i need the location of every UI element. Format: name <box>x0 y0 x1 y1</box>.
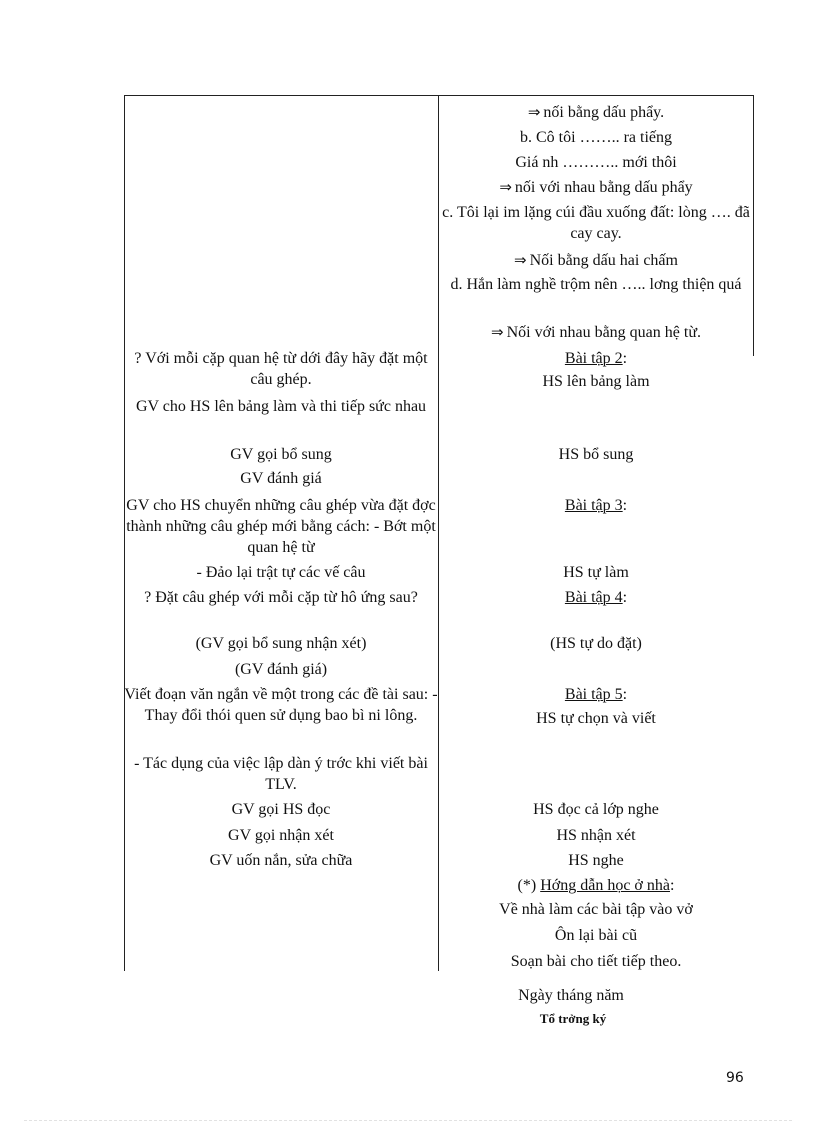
student-activity-line <box>439 152 753 173</box>
line-suffix: : <box>622 350 628 367</box>
teacher-activity-line <box>124 684 438 726</box>
implies-arrow-icon: ⇒ <box>527 103 541 121</box>
teacher-activity-line <box>124 348 438 390</box>
line-text: HS tự chọn và viết <box>536 710 656 727</box>
line-text: c. Tôi lại im lặng cúi đầu xuống đất: lòng …. đã cay cay. <box>442 204 750 242</box>
student-activity-line <box>439 127 753 148</box>
page-bottom-rule <box>24 1120 792 1121</box>
teacher-activity-line <box>124 825 438 846</box>
student-activity-line <box>439 799 753 820</box>
exercise-heading: Bài tập 5 <box>564 686 623 703</box>
teacher-activity-line <box>124 396 438 417</box>
line-text: HS nghe <box>568 852 624 869</box>
line-text: nối bằng dấu phẩy. <box>543 104 665 121</box>
teacher-activity-line <box>124 468 438 489</box>
teacher-activity-line <box>124 850 438 871</box>
line-text: HS tự làm <box>563 564 629 581</box>
student-activity-line <box>439 899 753 920</box>
student-activity-line <box>439 633 753 654</box>
teacher-activity-line <box>124 633 438 654</box>
student-activity-line <box>439 562 753 583</box>
line-text: GV uốn nắn, sửa chữa <box>209 852 353 869</box>
exercise-heading: Hớng dẫn học ở nhà <box>540 877 670 894</box>
line-text: Soạn bài cho tiết tiếp theo. <box>510 953 682 970</box>
teacher-activity-line <box>124 495 438 558</box>
line-text: - Tác dụng của việc lập dàn ý trớc khi viết bài TLV. <box>134 755 428 793</box>
line-prefix: (*) <box>517 877 541 894</box>
student-activity-line <box>439 371 753 392</box>
line-text: Nối bằng dấu hai chấm <box>529 252 678 269</box>
implies-arrow-icon: ⇒ <box>514 251 527 269</box>
line-text: nối với nhau bằng dấu phẩy <box>514 179 693 196</box>
teacher-activity-line <box>124 659 438 680</box>
date-line: Ngày tháng năm <box>518 987 624 1004</box>
student-activity-line <box>439 708 753 729</box>
line-text: HS lên bảng làm <box>542 373 650 390</box>
teacher-activity-line <box>124 562 438 583</box>
line-suffix: : <box>622 589 628 606</box>
line-text: (GV gọi bổ sung nhận xét) <box>195 635 367 652</box>
student-activity-line <box>439 684 753 705</box>
line-suffix: : <box>622 497 628 514</box>
student-activity-line <box>439 177 753 198</box>
line-text: GV gọi bổ sung <box>230 446 332 463</box>
line-text: GV cho HS chuyển những câu ghép vừa đặt đợc thành những câu ghép mới bằng cách: - Bớt một quan hệ từ <box>126 497 436 556</box>
table-right-border <box>753 96 754 356</box>
lesson-table <box>124 95 754 971</box>
line-text: (HS tự do đặt) <box>550 635 642 652</box>
line-suffix: : <box>669 877 675 894</box>
student-activity-line <box>439 951 753 972</box>
implies-arrow-icon: ⇒ <box>490 323 504 341</box>
student-activity-line <box>439 925 753 946</box>
teacher-activity-line <box>124 799 438 820</box>
line-text: GV gọi HS đọc <box>231 801 331 818</box>
student-activity-line <box>439 322 753 343</box>
student-activity-line <box>439 348 753 369</box>
page-number: 96 <box>726 1070 744 1086</box>
line-text: GV gọi nhận xét <box>228 827 334 844</box>
line-suffix: : <box>622 686 628 703</box>
line-text: Nối với nhau bằng quan hệ từ. <box>506 324 701 341</box>
line-text: Ôn lại bài cũ <box>554 927 638 944</box>
teacher-activity-line <box>124 587 438 608</box>
student-activity-line <box>439 202 753 244</box>
teacher-activity-line <box>124 444 438 465</box>
line-text: d. Hắn làm nghề trộm nên ….. lơng thiện quá <box>450 276 742 293</box>
student-activity-line <box>439 875 753 896</box>
line-text: GV cho HS lên bảng làm và thi tiếp sức nhau <box>135 398 427 415</box>
line-text: HS bổ sung <box>558 446 634 463</box>
line-text: Giá nh ……….. mới thôi <box>515 154 677 171</box>
line-text: HS đọc cả lớp nghe <box>533 801 659 818</box>
line-text: GV đánh giá <box>240 470 322 487</box>
line-text: (GV đánh giá) <box>234 661 328 678</box>
line-text: ? Đặt câu ghép với mỗi cặp từ hô ứng sau? <box>144 589 418 606</box>
implies-arrow-icon: ⇒ <box>499 178 512 196</box>
student-activity-line <box>439 444 753 465</box>
line-text: b. Cô tôi …….. ra tiếng <box>520 129 672 146</box>
line-text: HS nhận xét <box>556 827 636 844</box>
line-text: Về nhà làm các bài tập vào vở <box>499 901 693 918</box>
student-activity-line <box>439 102 753 123</box>
exercise-heading: Bài tập 3 <box>564 497 623 514</box>
student-activity-line <box>439 274 753 295</box>
line-text: - Đảo lại trật tự các vế câu <box>196 564 366 581</box>
signature-line: Tổ trởng ký <box>539 1011 607 1026</box>
exercise-heading: Bài tập 4 <box>564 589 623 606</box>
student-activity-line <box>439 495 753 516</box>
student-activity-line <box>439 825 753 846</box>
line-text: Viết đoạn văn ngắn về một trong các đề tài sau: - Thay đổi thói quen sử dụng bao bì ni lông. <box>124 686 438 724</box>
student-activity-line <box>439 587 753 608</box>
student-activity-line <box>439 250 753 271</box>
student-activity-line <box>439 850 753 871</box>
exercise-heading: Bài tập 2 <box>564 350 623 367</box>
line-text: ? Với mỗi cặp quan hệ từ dới đây hãy đặt một câu ghép. <box>134 350 428 388</box>
teacher-activity-line <box>124 753 438 795</box>
